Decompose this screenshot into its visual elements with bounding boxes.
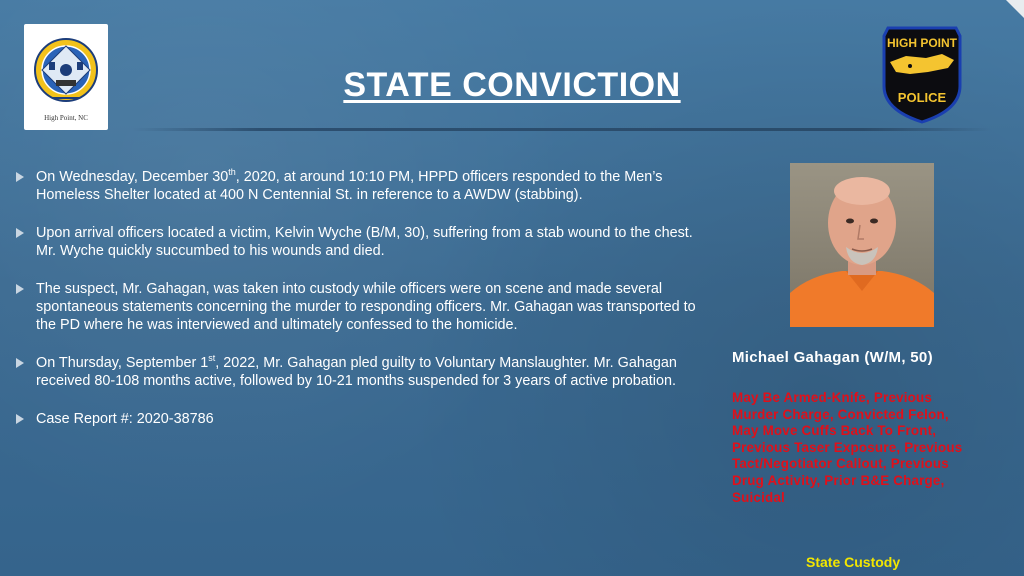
page-curl	[1006, 0, 1024, 18]
mugshot-image-icon	[790, 163, 934, 327]
custody-status: State Custody	[806, 554, 901, 570]
slide-title: STATE CONVICTION	[343, 66, 681, 104]
bullet-superscript: th	[228, 167, 236, 178]
bullet-text: On Wednesday, December 30	[36, 169, 229, 185]
bullet-item	[16, 168, 716, 204]
bullet-arrow-icon	[16, 358, 24, 368]
bullet-arrow-icon	[16, 172, 24, 182]
bullet-superscript: st	[208, 353, 216, 364]
officer-safety-warnings: May Be Armed-Knife, Previous Murder Charge, Convicted Felon, May Move Cuffs Back To Front, Previous Taser Exposure, Previous Tact/Negotiator Callout, Previous Drug Activity, Prior B&E Charge, Suicidal	[732, 390, 963, 505]
badge-text-top: HIGH POINT	[886, 36, 957, 50]
bullet-arrow-icon	[16, 228, 24, 238]
logo-caption: High Point, NC	[44, 114, 88, 122]
bullet-item	[16, 410, 716, 428]
case-details-list	[16, 168, 716, 448]
bullet-item	[16, 280, 716, 334]
title-divider	[132, 128, 992, 131]
bullet-text: The suspect, Mr. Gahagan, was taken into custody while officers were on scene and made several spontaneous statements concerning the murder to responding officers. Mr. Gahagan was transported to the PD where he was interviewed and ultimately confessed to the homicide.	[36, 281, 696, 333]
suspect-mugshot	[790, 163, 934, 327]
bullet-text-continued: , 2022, Mr. Gahagan pled guilty to Voluntary Manslaughter. Mr. Gahagan received 80-108 months active, followed by 10-21 months suspended for 3 years of active probation.	[36, 355, 677, 389]
bullet-item	[16, 224, 716, 260]
bullet-text: Upon arrival officers located a victim, Kelvin Wyche (B/M, 30), suffering from a stab wound to the chest. Mr. Wyche quickly succumbed to his wounds and died.	[36, 225, 693, 259]
bullet-arrow-icon	[16, 414, 24, 424]
suspect-name: Michael Gahagan (W/M, 50)	[732, 349, 933, 366]
bullet-text: On Thursday, September 1	[36, 355, 209, 371]
bullet-text-continued: , 2020, at around 10:10 PM, HPPD officers responded to the Men’s Homeless Shelter located at 400 N Centennial St. in reference to a AWDW (stabbing).	[36, 169, 663, 203]
bullet-arrow-icon	[16, 284, 24, 294]
bullet-item	[16, 354, 716, 390]
badge-text-bottom: POLICE	[897, 90, 947, 105]
bullet-text: Case Report #: 2020-38786	[36, 411, 214, 427]
